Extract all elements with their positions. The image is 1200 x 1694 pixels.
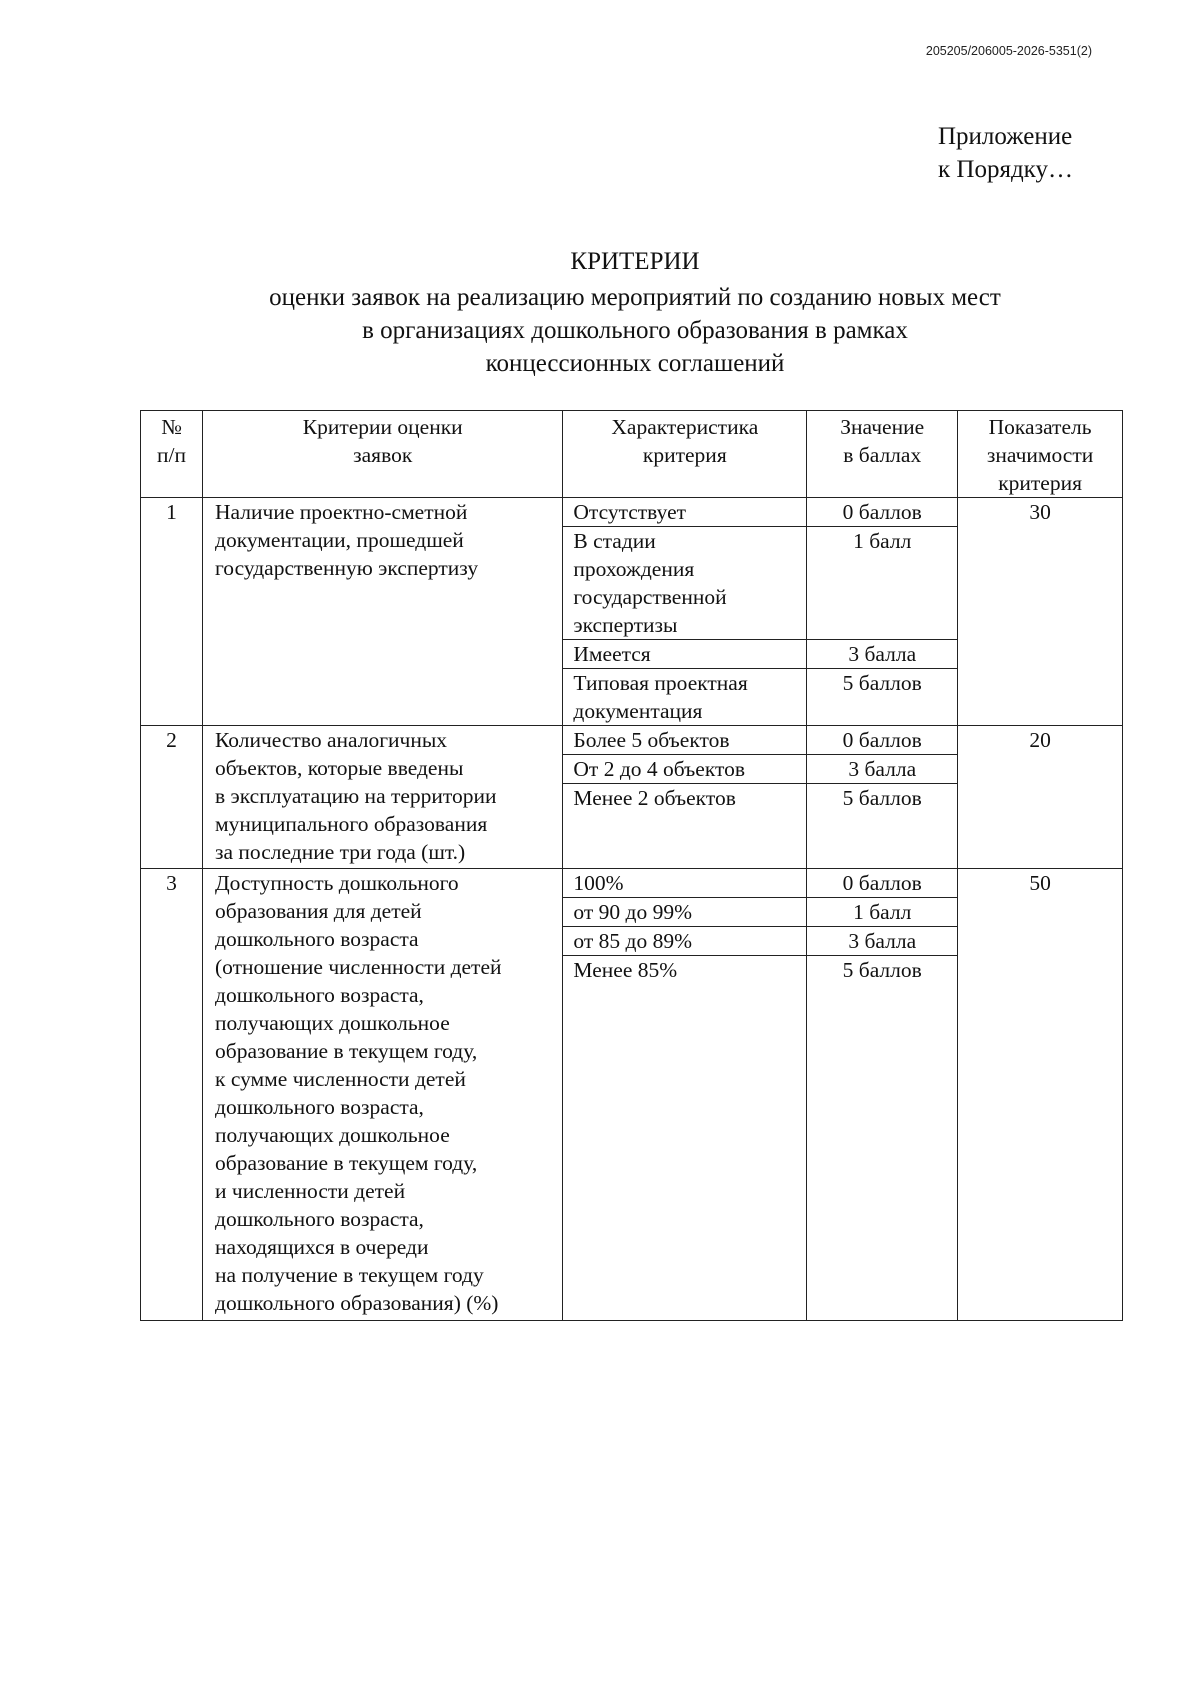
header-line: № [161, 415, 182, 439]
header-line: заявок [353, 443, 413, 467]
option-characteristic [563, 956, 807, 1321]
header-line: Показатель [988, 415, 1092, 439]
header-significance [958, 411, 1123, 498]
option-value: 5 баллов [807, 784, 958, 869]
characteristic-line: от 90 до 99% [573, 900, 692, 924]
row-number: 1 [141, 498, 203, 726]
criteria-line: дошкольного возраста, [215, 983, 424, 1007]
criteria-line: образования для детей [215, 899, 422, 923]
criteria-line: дошкольного возраста, [215, 1095, 424, 1119]
row-criteria [203, 498, 563, 726]
characteristic-line: Менее 2 объектов [573, 786, 736, 810]
table-row [141, 726, 1123, 755]
subtitle-line: в организациях дошкольного образования в рамках [362, 317, 908, 344]
header-characteristic [563, 411, 807, 498]
characteristic-line: Отсутствует [573, 500, 687, 524]
option-characteristic [563, 527, 807, 640]
document-title: КРИТЕРИИ [570, 248, 700, 275]
criteria-line: образование в текущем году, [215, 1039, 478, 1063]
appendix-line: к Порядку… [938, 156, 1073, 183]
criteria-line: государственную экспертизу [215, 556, 479, 580]
header-line: значимости [986, 443, 1094, 467]
option-characteristic [563, 784, 807, 869]
criteria-line: документации, прошедшей [215, 528, 464, 552]
header-line: п/п [157, 443, 186, 467]
row-significance: 20 [958, 726, 1123, 869]
criteria-line: и численности детей [215, 1179, 406, 1203]
row-significance: 30 [958, 498, 1123, 726]
criteria-line: к сумме численности детей [215, 1067, 466, 1091]
criteria-line: на получение в текущем году [215, 1263, 484, 1287]
appendix-line: Приложение [938, 123, 1073, 150]
criteria-line: получающих дошкольное [215, 1123, 450, 1147]
option-characteristic [563, 898, 807, 927]
criteria-line: Количество аналогичных [215, 728, 448, 752]
characteristic-line: Более 5 объектов [573, 728, 730, 752]
table-row [141, 869, 1123, 898]
table-row [141, 498, 1123, 527]
criteria-line: (отношение численности детей [215, 955, 502, 979]
criteria-line: образование в текущем году, [215, 1151, 478, 1175]
header-line: Характеристика [611, 415, 759, 439]
option-value: 1 балл [807, 527, 958, 640]
option-value: 5 баллов [807, 669, 958, 726]
criteria-line: в эксплуатацию на территории [215, 784, 497, 808]
header-line: Значение [840, 415, 925, 439]
option-value: 3 балла [807, 927, 958, 956]
option-characteristic [563, 640, 807, 669]
characteristic-line: От 2 до 4 объектов [573, 757, 745, 781]
characteristic-line: прохождения [573, 557, 695, 581]
appendix-label [938, 120, 1073, 186]
option-value: 5 баллов [807, 956, 958, 1321]
criteria-line: дошкольного образования) (%) [215, 1291, 499, 1315]
option-characteristic [563, 726, 807, 755]
option-value: 3 балла [807, 755, 958, 784]
header-num [141, 411, 203, 498]
document-id: 205205/206005-2026-5351(2) [925, 44, 1092, 58]
header-value [807, 411, 958, 498]
header-criteria [203, 411, 563, 498]
header-line: в баллах [843, 443, 922, 467]
row-criteria [203, 869, 563, 1321]
criteria-line: дошкольного возраста [215, 927, 419, 951]
criteria-line: находящихся в очереди [215, 1235, 429, 1259]
criteria-line: муниципального образования [215, 812, 488, 836]
option-characteristic [563, 869, 807, 898]
criteria-line: за последние три года (шт.) [215, 840, 466, 864]
criteria-line: Доступность дошкольного [215, 871, 459, 895]
characteristic-line: 100% [573, 871, 624, 895]
option-characteristic [563, 669, 807, 726]
option-value: 0 баллов [807, 869, 958, 898]
characteristic-line: от 85 до 89% [573, 929, 692, 953]
header-line: критерия [998, 471, 1082, 495]
row-criteria [203, 726, 563, 869]
option-value: 0 баллов [807, 498, 958, 527]
option-characteristic [563, 927, 807, 956]
criteria-table [140, 410, 1123, 1321]
option-characteristic [563, 498, 807, 527]
characteristic-line: В стадии [573, 529, 656, 553]
criteria-line: получающих дошкольное [215, 1011, 450, 1035]
option-characteristic [563, 755, 807, 784]
header-line: критерия [642, 443, 727, 467]
row-significance: 50 [958, 869, 1123, 1321]
characteristic-line: Типовая проектная [573, 671, 748, 695]
option-value: 1 балл [807, 898, 958, 927]
option-value: 0 баллов [807, 726, 958, 755]
characteristic-line: экспертизы [573, 613, 678, 637]
subtitle-line: оценки заявок на реализацию мероприятий по созданию новых мест [269, 284, 1001, 311]
criteria-line: дошкольного возраста, [215, 1207, 424, 1231]
option-value: 3 балла [807, 640, 958, 669]
document-subtitle [0, 281, 1200, 380]
row-number: 2 [141, 726, 203, 869]
characteristic-line: документация [573, 699, 703, 723]
characteristic-line: Менее 85% [573, 958, 678, 982]
table-header-row [141, 411, 1123, 498]
row-number: 3 [141, 869, 203, 1321]
characteristic-line: Имеется [573, 642, 651, 666]
subtitle-line: концессионных соглашений [485, 350, 785, 377]
header-line: Критерии оценки [302, 415, 463, 439]
criteria-line: объектов, которые введены [215, 756, 464, 780]
characteristic-line: государственной [573, 585, 727, 609]
criteria-line: Наличие проектно-сметной [215, 500, 468, 524]
